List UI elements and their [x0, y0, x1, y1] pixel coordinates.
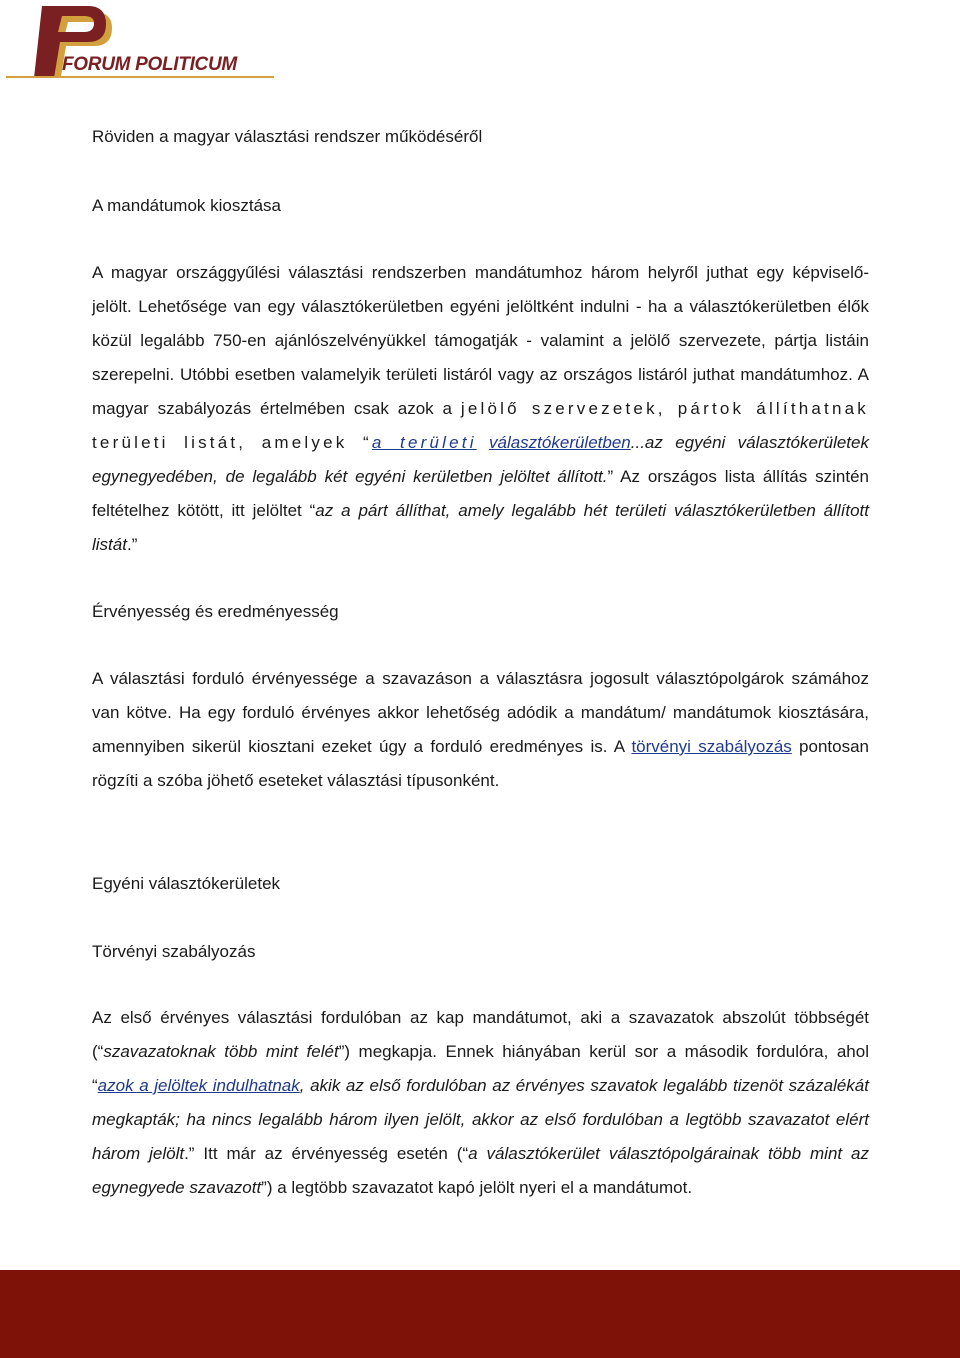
paragraph-legal: Az első érvényes választási fordulóban az kap mandátumot, aki a szavazatok abszolút többségét (“szavazatoknak több mint felét”) megkapja. Ennek hiányában kerül sor a második fordulóra, ahol “azok a jelöltek indulhatnak, akik az első fordulóban az érvényes szavatok legalább tizenöt százalékát megkapták; ha nincs legalább három ilyen jelölt, akkor az első fordulóban a legtöbb szavazatot elért három jelölt.” Itt már az érvényesség esetén (“a választókerület választópolgárainak több mint az egynegyede szavazott”) a legtöbb szavazatot kapó jelölt nyeri el a mandátumot.	[92, 1008, 869, 1197]
forum-politicum-logo	[4, 2, 276, 82]
link-teruleti[interactable]: a területi	[371, 433, 477, 452]
section-heading-legal: Törvényi szabályozás	[92, 942, 256, 961]
link-jeloltek-indulhatnak[interactable]: azok a jelöltek indulhatnak	[97, 1076, 300, 1095]
link-torvenyi-szabalyozas[interactable]: törvényi szabályozás	[631, 737, 792, 756]
paragraph-mandates: A magyar országgyűlési választási rendszerben mandátumhoz három helyről juthat egy képviselő-jelölt. Lehetősége van egy választókerületben egyéni jelöltként indulni - ha a választókerületben élők közül legalább 750-en ajánlószelvényükkel támogatják - valamint a jelölő szervezete, pártja listáin szerepelni. Utóbbi esetben valamelyik területi listáról vagy az országos listáról juthat mandátumhoz. A magyar szabályozás értelmében csak azok a jelölő szervezetek, pártok állíthatnak területi listát, amelyek “a területi választókerületben...az egyéni választókerületek egynegyedében, de legalább két egyéni kerületben jelöltet állított.” Az országos lista állítás szintén feltételhez kötött, itt jelöltet “az a párt állíthat, amely legalább hét területi választókerületben állított listát.”	[92, 263, 869, 554]
brand-name: FORUM POLITICUM	[62, 54, 237, 75]
section-heading-districts: Egyéni választókerületek	[92, 874, 281, 893]
paragraph-validity: A választási forduló érvényessége a szavazáson a választásra jogosult választópolgárok számához van kötve. Ha egy forduló érvényes akkor lehetőség adódik a mandátum/ mandátumok kiosztására, amennyiben sikerül kiosztani ezeket úgy a forduló eredményes is. A törvényi szabályozás pontosan rögzíti a szóba jöhető eseteket választási típusonként.	[92, 669, 869, 790]
link-valasztokeruletben[interactable]: választókerületben	[489, 433, 631, 452]
section-heading-mandates: A mandátumok kiosztása	[92, 196, 281, 215]
section-heading-validity: Érvényesség és eredményesség	[92, 602, 339, 621]
footer-bar	[0, 1270, 960, 1358]
document-title: Röviden a magyar választási rendszer működéséről	[92, 127, 483, 146]
